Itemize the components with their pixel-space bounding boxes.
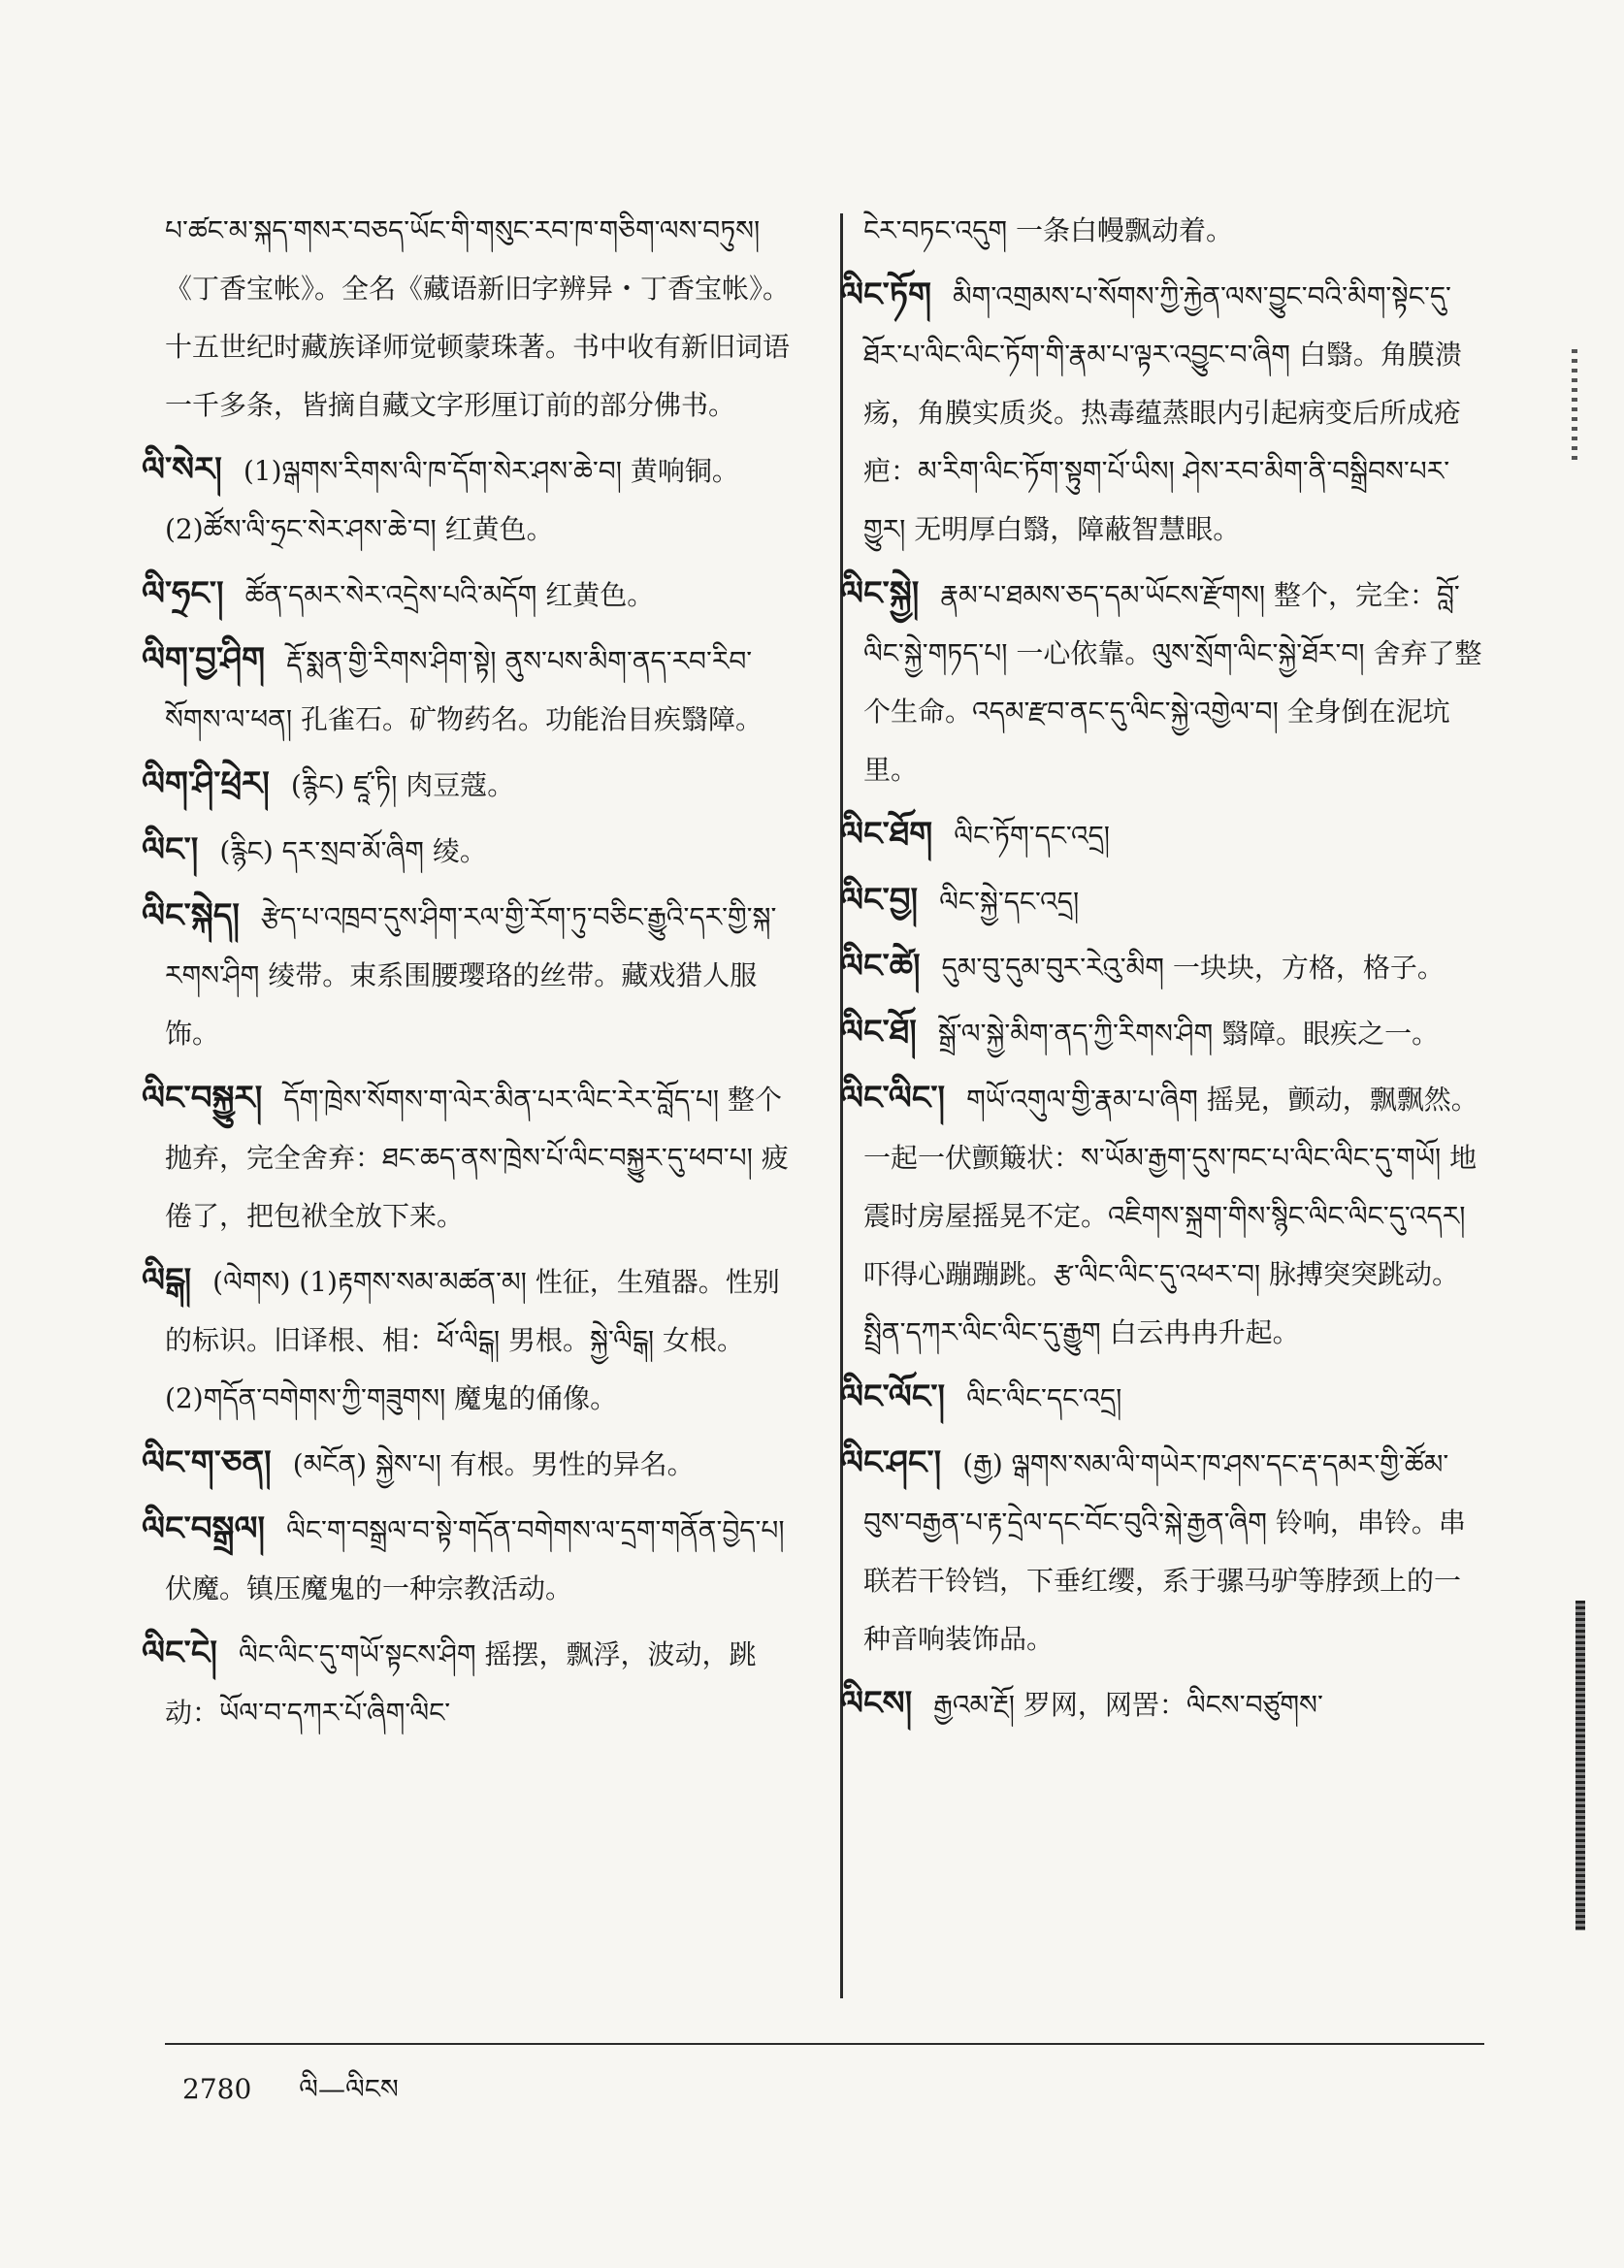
entry-definition: རྡོ་སྨན་གྱི་རིགས་ཤིག་སྟེ། ནུས་པས་མིག་ནད་རབ་རིབ་སོགས་ལ་ཕན། 孔雀石。矿物药名。功能治目疾翳障。 (165, 645, 763, 735)
dictionary-entry (142, 1251, 805, 1428)
entry-headword: ལིང་ཐོ། (840, 1013, 917, 1052)
entry-headword: ལིང་བྱ། (840, 881, 919, 920)
dictionary-entry (142, 1500, 805, 1618)
entry-headword: ལིང་ཐོག (840, 815, 933, 854)
dictionary-entry (840, 1003, 1484, 1063)
entry-definition: (རྙིང) དར་སྲབ་མོ་ཞིག 绫。 (219, 835, 487, 867)
left-column (142, 202, 805, 1748)
entry-headword: ལིག་ཤི་ཕྲེར། (142, 764, 270, 803)
entry-definition: ལིང་ག་བསྒྲལ་བ་སྟེ་གདོན་བགེགས་ལ་དྲག་གནོན་བྱེད་པ། 伏魔。镇压魔鬼的一种宗教活动。 (165, 1514, 785, 1604)
entry-headword: ལིང་ཤང་། (840, 1443, 942, 1482)
entry-headword: ལིངྒ། (142, 1261, 192, 1300)
entry-headword: ལིང་བསྒྲལ། (142, 1509, 266, 1548)
dictionary-entry (863, 202, 1484, 260)
scan-edge-bar (1575, 1601, 1585, 1930)
right-column (840, 202, 1484, 1740)
entry-definition: མིག་འགྲམས་པ་སོགས་ཀྱི་རྐྱེན་ལས་བྱུང་བའི་མིག་སྟེང་དུ་ཐོར་པ་ལིང་ལིང་ཏོག་གི་རྣམ་པ་ལྟར་འབྱུང་བ་ཞིག 白翳。角膜溃疡，角膜实质炎。热毒蕴蒸眼内引起病变后所成疮疤：མ་རིག་ལིང་ཏོག་སྟུག་པོ་ཡིས། ཤེས་རབ་མིག་ནི་བསྒྲིབས་པར་གྱུར། 无明厚白翳，障蔽智慧眼。 (863, 280, 1462, 545)
entry-headword: ལི་ཧྲང་། (142, 574, 224, 613)
page-range: ལི—ལིངས (299, 2073, 399, 2105)
entry-definition: (རྙིང) ཛཱ་ཏི། 肉豆蔻。 (290, 769, 515, 801)
dictionary-entry (142, 1624, 805, 1742)
dictionary-entry (142, 1069, 805, 1246)
entry-headword: ལིངས། (840, 1684, 913, 1723)
dictionary-entry (840, 871, 1484, 931)
page-footer (182, 2058, 438, 2135)
dictionary-entry (142, 755, 805, 815)
dictionary-entry (840, 1674, 1484, 1734)
dictionary-entry (142, 821, 805, 881)
entry-definition: ལིང་ལིང་དུ་གཡོ་སྟངས་ཤིག 摇摆，飘浮，波动，跳动：ཡོལ་བ་དཀར་པོ་ཞིག་ལིང་ (165, 1638, 757, 1729)
entry-definition: ཚོན་དམར་སེར་འདྲེས་པའི་མདོག 红黄色。 (244, 579, 655, 611)
entry-headword: ལིང་བསྐྱུར། (142, 1079, 263, 1118)
entry-definition: གཡོ་འགུལ་གྱི་རྣམ་པ་ཞིག 摇晃，颤动，飘飘然。一起一伏颤簸状：ས་ཡོམ་རྒྱག་དུས་ཁང་པ་ལིང་ལིང་དུ་གཡོ། 地震时房屋摇晃不定。འཇིགས་སྐྲག་གིས་སྙིང་ལིང་ལིང་དུ་འདར། 吓得心蹦蹦跳。རྩ་ལིང་ལིང་དུ་འཕར་བ། 脉搏突突跳动。སྤྲིན་དཀར་ལིང་ལིང་དུ་རྒྱུག 白云冉冉升起。 (863, 1084, 1478, 1348)
entry-definition: (རྒྱ) ལྒགས་སམ་ལི་གཡེར་ཁ་ཤས་དང་རྡ་དམར་གྱི་ཚོམ་བུས་བརྒྱན་པ་རྟ་དྲེལ་དང་བོང་བུའི་སྐེ་རྒྱན་ཞིག 铃响，串铃。串联若干铃铛，下垂红缨，系于骡马驴等脖颈上的一种音响装饰品。 (863, 1448, 1466, 1655)
dictionary-entry (142, 440, 805, 559)
footer-rule (165, 2043, 1484, 2045)
dictionary-entry (840, 1368, 1484, 1428)
dictionary-entry (840, 937, 1484, 997)
entry-definition: དོག་ཁྲེས་སོགས་ག་ལེར་མིན་པར་ལིང་རེར་བློད་པ། 整个抛弃，完全舍弃：ཐང་ཆད་ནས་ཁྲེས་པོ་ལིང་བསྐྱུར་དུ་ཕབ་པ། 疲倦了，把包袱全放下来。 (165, 1084, 789, 1232)
entry-definition: རྒྱའམ་རྔོ། 罗网，网罟：ལིངས་བཙུགས་ (933, 1689, 1323, 1721)
entry-headword: ལི་སེར། (142, 450, 222, 489)
entry-definition: (1)ལྒགས་རིགས་ལི་ཁ་དོག་སེར་ཤས་ཆེ་བ། 黄响铜。(2)ཚོས་ལི་ཧྲང་སེར་ཤས་ཆེ་བ། 红黄色。 (165, 455, 739, 545)
entry-definition: པ་ཚང་མ་སྐད་གསར་བཅད་ཡོང་གི་གསུང་རབ་ཁ་གཅིག་ལས་བཏུས། 《丁香宝帐》。全名《藏语新旧字辨异・丁香宝帐》。十五世纪时藏族译师觉顿蒙珠著。书中收有新旧词语一千多条，皆摘自藏文字形厘订前的部分佛书。 (165, 214, 791, 421)
entry-headword: ལིང་ལིང་། (840, 1079, 946, 1118)
dictionary-entry (840, 1434, 1484, 1669)
entry-headword: ལིང་ཏོག (840, 275, 932, 314)
entry-headword: ལིང་སྐྱེ། (840, 574, 920, 613)
entry-headword: ལིང་ག་ཅན། (142, 1443, 272, 1482)
entry-definition: རྩེད་པ་འཁྲབ་དུས་ཤིག་རལ་གྱི་རོག་ཏུ་བཅིང་རྒྱུའི་དར་གྱི་སྐ་རགས་ཤིག 绫带。束系围腰璎珞的丝带。藏戏猎人服饰。 (165, 901, 777, 1050)
entry-definition: ལིང་ལིང་དང་འདྲ། (966, 1382, 1122, 1414)
scan-edge-marks (1572, 349, 1577, 466)
dictionary-entry (142, 1434, 805, 1494)
page-number: 2780 (182, 2073, 252, 2105)
entry-headword: ལིང་ཚེ། (840, 947, 921, 986)
dictionary-entry (142, 565, 805, 625)
dictionary-entry (142, 631, 805, 749)
entry-headword: ལིང་། (142, 830, 199, 869)
entry-definition: ལིང་ཏོག་དང་འདྲ། (954, 820, 1111, 852)
entry-definition: སྒྲོ་ལ་སྐྱེ་མིག་ནད་ཀྱི་རིགས་ཤིག 翳障。眼疾之一。 (937, 1018, 1440, 1050)
entry-headword: ལིང་ངེ། (142, 1634, 217, 1672)
entry-definition: (མངོན) སྐྱེས་པ། 有根。男性的异名。 (292, 1448, 695, 1480)
entry-definition: ངེར་བཏང་འདུག 一条白幔飘动着。 (863, 214, 1233, 246)
entry-definition: ལིང་སྐྱེ་དང་འདྲ། (939, 886, 1080, 918)
entry-definition: (ལེགས) (1)རྟགས་སམ་མཚན་མ། 性征，生殖器。性别的标识。旧译根、相：ཕོ་ལིངྒ། 男根。སྐྱེ་ལིངྒ། 女根。(2)གདོན་བགེགས་ཀྱི་གཟུགས། 魔鬼的俑像。 (165, 1266, 780, 1414)
dictionary-entry (840, 266, 1484, 559)
dictionary-entry (165, 202, 805, 435)
entry-headword: ལིག་བྱ་ཤིག (142, 640, 266, 679)
entry-definition: རྣམ་པ་ཐམས་ཅད་དམ་ཡོངས་རྫོགས། 整个，完全：བློ་ལིང་སྐྱེ་གཏད་པ། 一心依靠。ལུས་སྲོག་ལིང་སྐྱེ་ཐོར་བ། 舍弃了整个生命。འདམ་རྫབ་ནང་དུ་ལིང་སྐྱེ་འགྱེལ་བ། 全身倒在泥坑里。 (863, 579, 1482, 786)
entry-definition: དུམ་བུ་དུམ་བུར་རེའུ་མིག 一块块，方格，格子。 (941, 952, 1445, 984)
dictionary-entry (840, 565, 1484, 799)
entry-headword: ལིང་སྐེད། (142, 896, 240, 935)
dictionary-entry (840, 1069, 1484, 1362)
dictionary-entry (840, 805, 1484, 865)
dictionary-entry (142, 887, 805, 1063)
entry-headword: ལིང་ལོང་། (840, 1377, 946, 1416)
